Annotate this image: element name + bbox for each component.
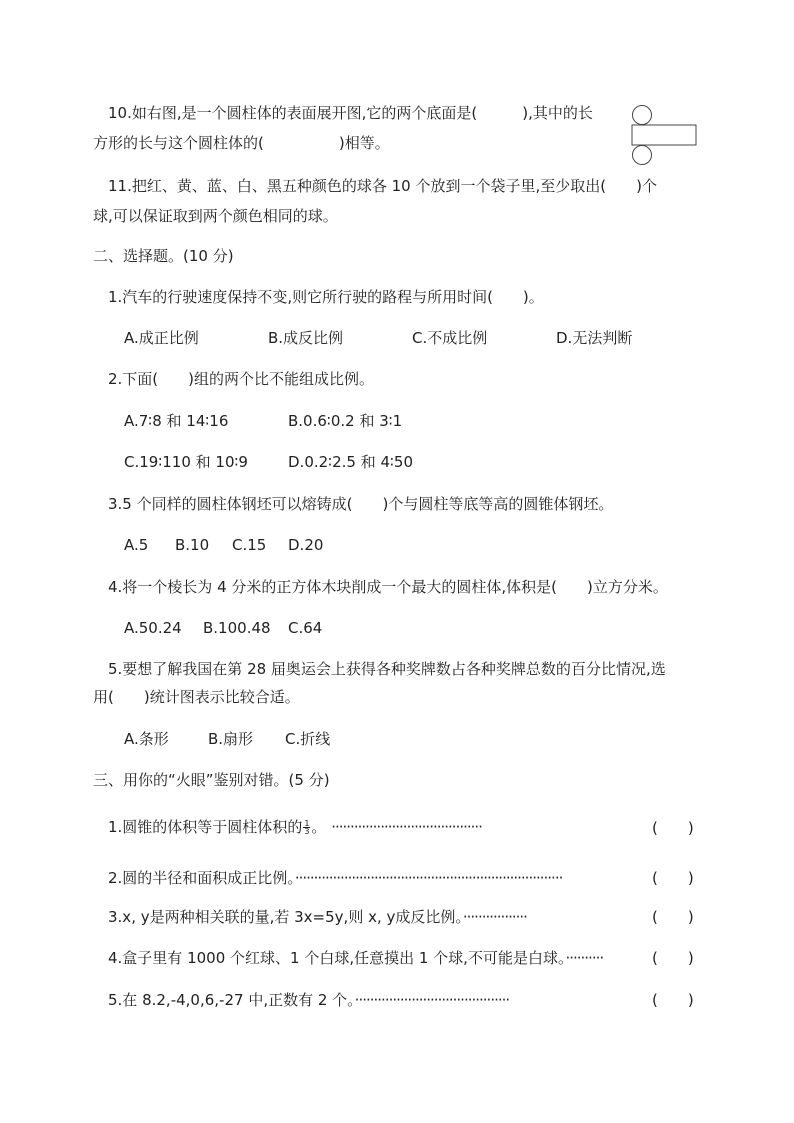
s2-q3-option-a: A.5 [124, 536, 149, 554]
s2-q1-option-b: B.成反比例 [268, 329, 344, 347]
s2-q4-option-a: A.50.24 [124, 619, 182, 637]
s2-q4-stem: 4.将一个棱长为 4 分米的正方体木块削成一个最大的圆柱体,体积是( )立方分米。 [108, 578, 668, 596]
s3-item-2-text: 2.圆的半径和面积成正比例。 [108, 869, 295, 887]
leader-dots: ······································································· [294, 869, 563, 887]
leader-dots: ·········· [565, 949, 604, 967]
s3-item-3-text: 3.x, y是两种相关联的量,若 3x=5y,则 x, y成反比例。 [108, 908, 463, 926]
s2-q1-stem: 1.汽车的行驶速度保持不变,则它所行驶的路程与所用时间( )。 [108, 288, 544, 306]
s2-q2-option-c: C.19∶110 和 10∶9 [124, 453, 248, 471]
lateral-rectangle [632, 125, 696, 145]
section2-title: 二、选择题。(10 分) [93, 247, 234, 265]
s2-q1-option-a: A.成正比例 [124, 329, 199, 347]
leader-dots: ········································· [354, 991, 510, 1009]
s2-q4-option-c: C.64 [288, 619, 323, 637]
s2-q3-option-b: B.10 [175, 536, 210, 554]
s3-item-1 [108, 817, 482, 837]
s2-q2-option-b: B.0.6∶0.2 和 3∶1 [288, 412, 403, 430]
s2-q5-line2: 用( )统计图表示比较合适。 [93, 688, 300, 706]
s2-q2-option-d: D.0.2∶2.5 和 4∶50 [288, 453, 414, 471]
top-base-circle [633, 106, 652, 125]
s3-item-2 [108, 868, 562, 888]
s3-item-5-text: 5.在 8.2,-4,0,6,-27 中,正数有 2 个。 [108, 991, 355, 1009]
one-third-fraction [303, 820, 310, 835]
s2-q4-option-b: B.100.48 [203, 619, 271, 637]
s2-q5-line1: 5.要想了解我国在第 28 届奥运会上获得各种奖牌数占各种奖牌总数的百分比情况,选 [108, 660, 666, 678]
s2-q2-stem: 2.下面( )组的两个比不能组成比例。 [108, 370, 375, 388]
answer-parens-4: ( ) [652, 949, 694, 967]
leader-dots: ················· [462, 908, 527, 926]
s2-q3-option-c: C.15 [232, 536, 267, 554]
fraction-numerator: 1 [304, 819, 310, 828]
s2-q2-option-a: A.7∶8 和 14∶16 [124, 412, 229, 430]
s3-item-1-text: 1.圆锥的体积等于圆柱体积的 [108, 818, 303, 836]
s3-item-4 [108, 948, 603, 968]
cylinder-net-figure [626, 104, 702, 168]
leader-dots: ········································ [331, 818, 482, 836]
fraction-denominator: 3 [304, 827, 310, 836]
s2-q3-stem: 3.5 个同样的圆柱体钢坯可以熔铸成( )个与圆柱等底等高的圆锥体钢坯。 [108, 495, 614, 513]
s3-item-3 [108, 907, 527, 927]
q11-line2: 球,可以保证取到两个颜色相同的球。 [93, 207, 338, 225]
s3-item-4-text: 4.盒子里有 1000 个红球、1 个白球,任意摸出 1 个球,不可能是白球。 [108, 949, 566, 967]
s2-q5-option-c: C.折线 [285, 730, 331, 748]
s2-q1-option-d: D.无法判断 [556, 329, 633, 347]
q10-line2: 方形的长与这个圆柱体的( )相等。 [93, 134, 390, 152]
s2-q1-option-c: C.不成比例 [412, 329, 488, 347]
answer-parens-2: ( ) [652, 869, 694, 887]
s3-item-5 [108, 990, 509, 1010]
answer-parens-5: ( ) [652, 991, 694, 1009]
q11-line1: 11.把红、黄、蓝、白、黑五种颜色的球各 10 个放到一个袋子里,至少取出( )个 [108, 177, 657, 195]
bottom-base-circle [633, 146, 652, 165]
section3-title: 三、用你的“火眼”鉴别对错。(5 分) [93, 771, 330, 789]
s2-q5-option-b: B.扇形 [208, 730, 254, 748]
s3-item-1-tail: 。 [311, 818, 327, 836]
answer-parens-3: ( ) [652, 908, 694, 926]
answer-parens-1: ( ) [652, 819, 694, 837]
s2-q5-option-a: A.条形 [124, 730, 169, 748]
q10-line1: 10.如右图,是一个圆柱体的表面展开图,它的两个底面是( ),其中的长 [108, 104, 593, 122]
s2-q3-option-d: D.20 [288, 536, 324, 554]
